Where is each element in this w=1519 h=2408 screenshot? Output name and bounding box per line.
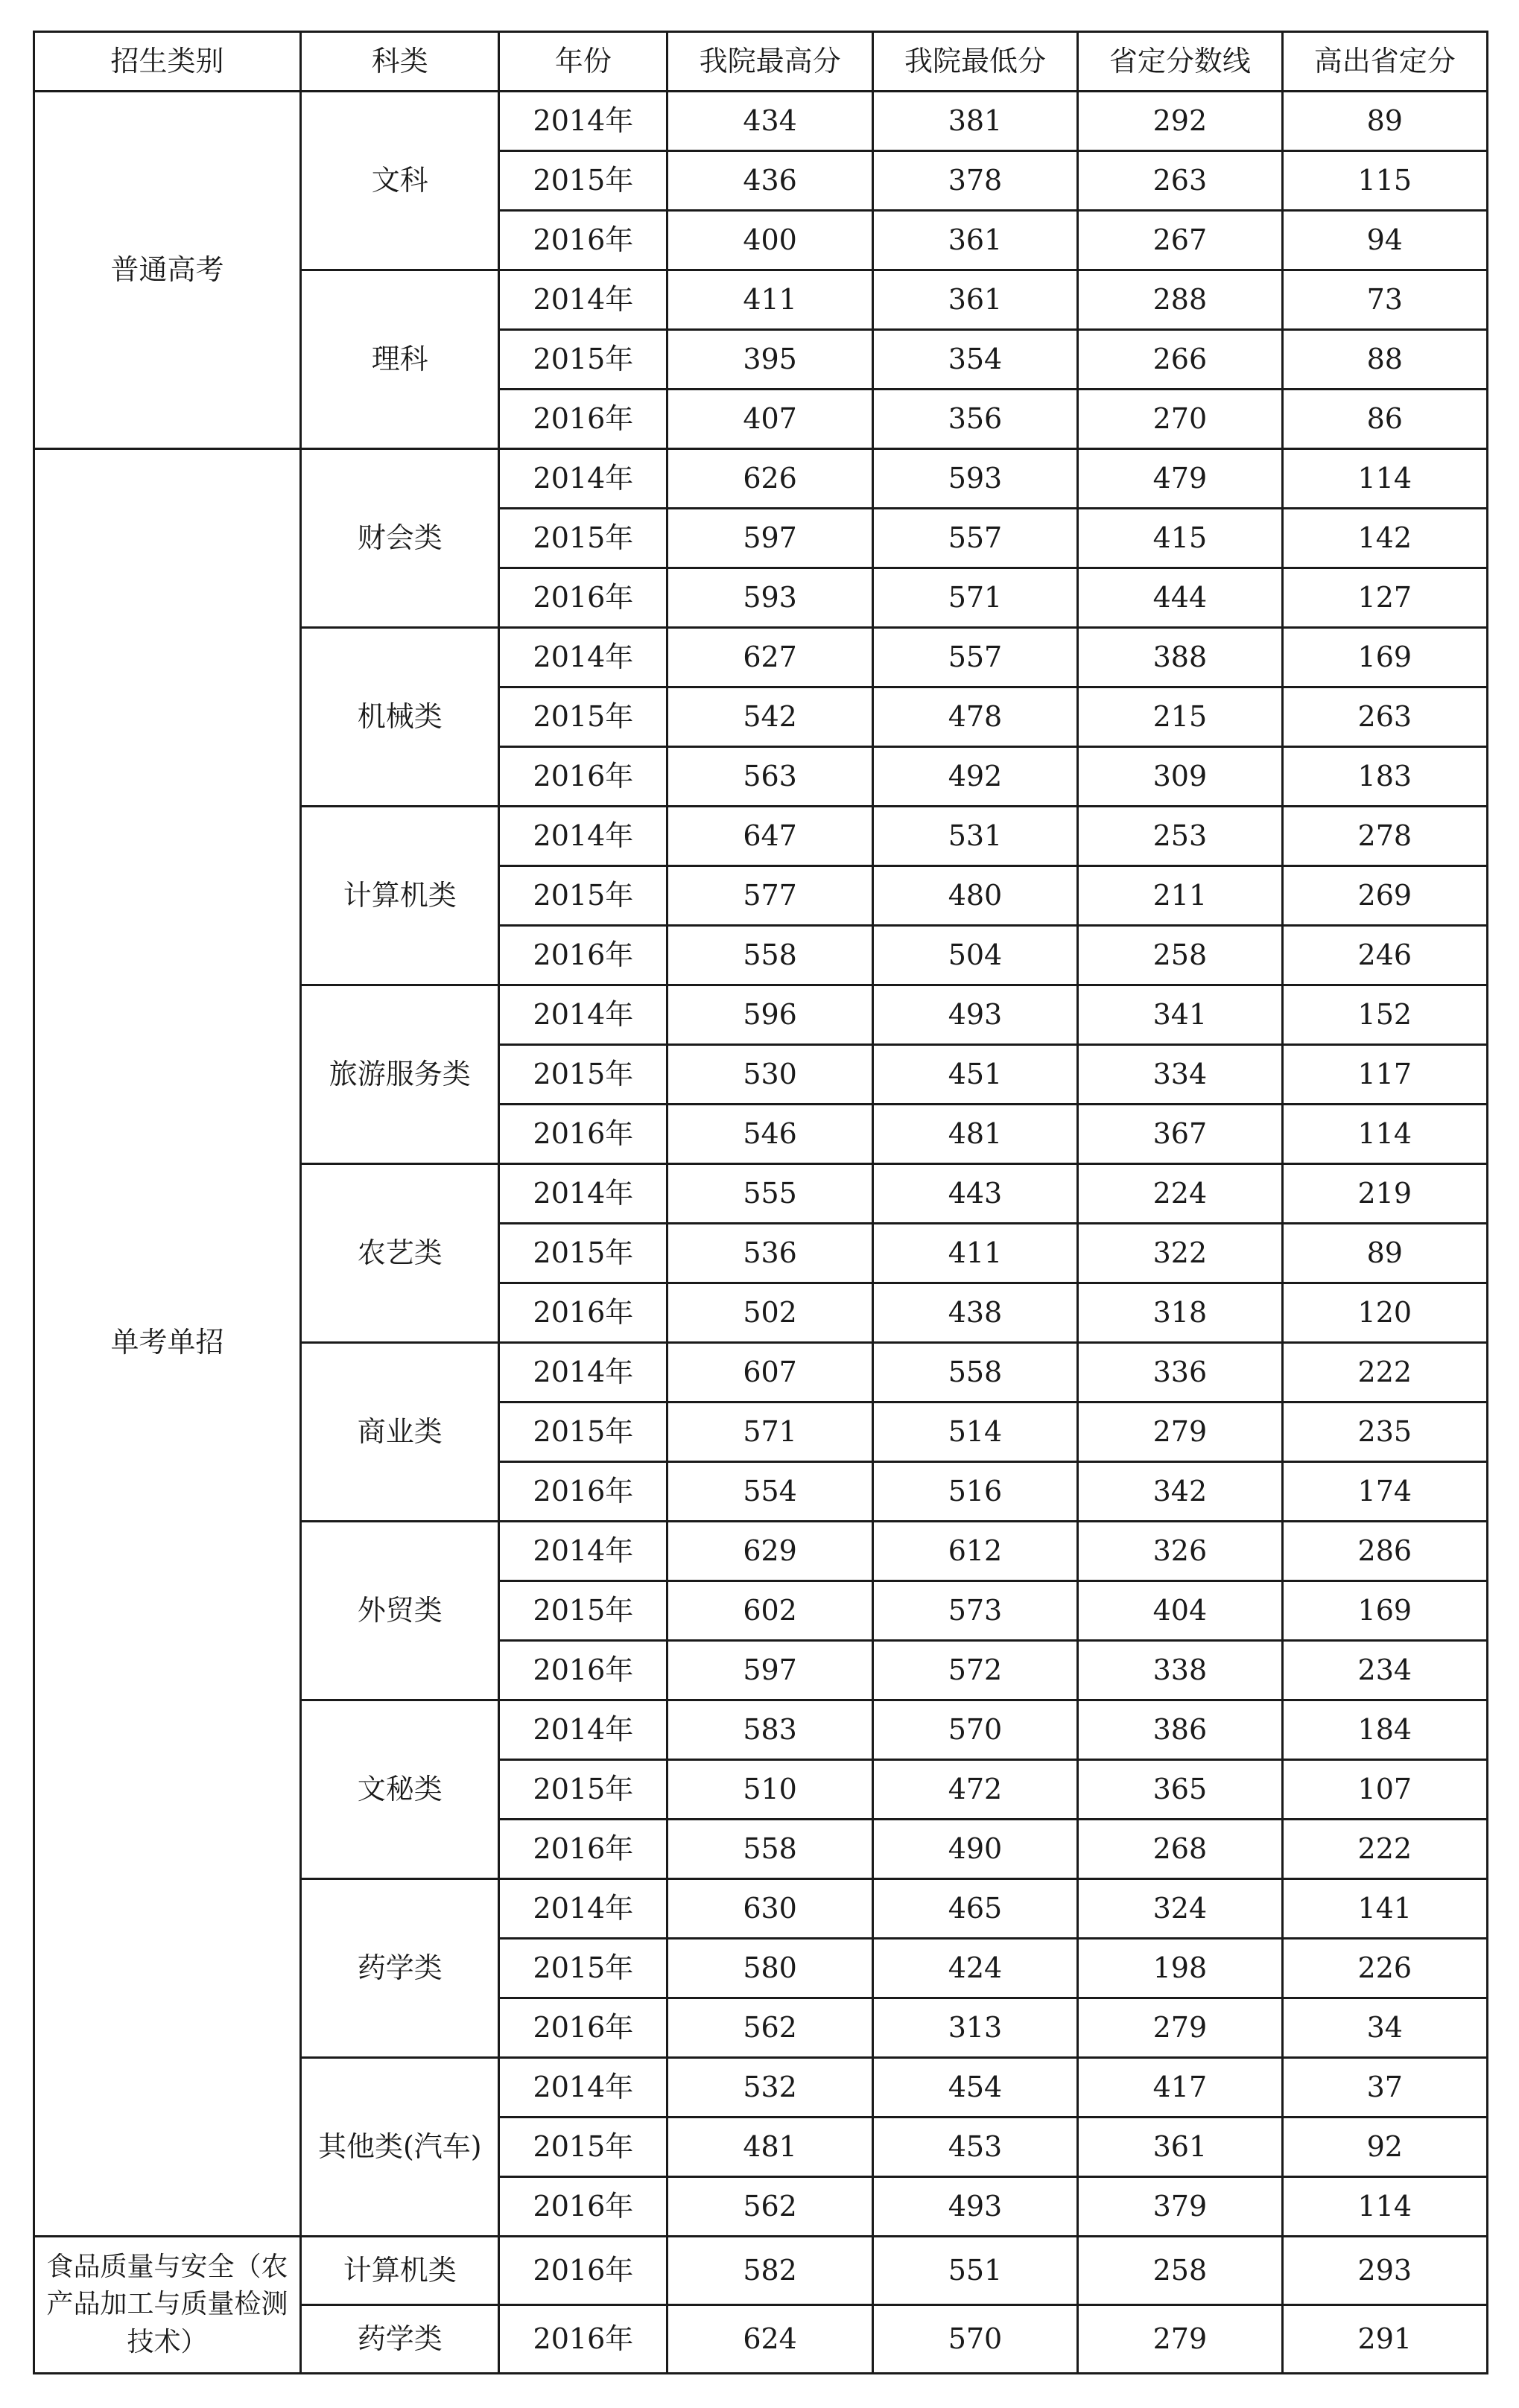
max-score-cell: 563 bbox=[667, 747, 872, 807]
min-score-cell: 493 bbox=[872, 985, 1077, 1045]
above-line-cell: 293 bbox=[1282, 2237, 1487, 2305]
subject-cell: 商业类 bbox=[301, 1343, 499, 1522]
above-line-cell: 94 bbox=[1282, 211, 1487, 270]
max-score-cell: 562 bbox=[667, 2177, 872, 2237]
max-score-cell: 624 bbox=[667, 2305, 872, 2374]
year-cell: 2015年 bbox=[499, 1045, 667, 1105]
provincial-line-cell: 258 bbox=[1078, 926, 1282, 985]
provincial-line-cell: 417 bbox=[1078, 2058, 1282, 2118]
min-score-cell: 492 bbox=[872, 747, 1077, 807]
min-score-cell: 480 bbox=[872, 866, 1077, 926]
year-cell: 2015年 bbox=[499, 1760, 667, 1820]
above-line-cell: 222 bbox=[1282, 1820, 1487, 1879]
category-cell: 普通高考 bbox=[34, 92, 301, 449]
provincial-line-cell: 279 bbox=[1078, 2305, 1282, 2374]
min-score-cell: 593 bbox=[872, 449, 1077, 509]
above-line-cell: 34 bbox=[1282, 1998, 1487, 2058]
above-line-cell: 114 bbox=[1282, 1105, 1487, 1164]
subject-cell: 药学类 bbox=[301, 2305, 499, 2374]
above-line-cell: 291 bbox=[1282, 2305, 1487, 2374]
max-score-cell: 411 bbox=[667, 270, 872, 330]
min-score-cell: 612 bbox=[872, 1522, 1077, 1581]
max-score-cell: 602 bbox=[667, 1581, 872, 1641]
max-score-cell: 436 bbox=[667, 151, 872, 211]
year-cell: 2015年 bbox=[499, 687, 667, 747]
min-score-cell: 571 bbox=[872, 568, 1077, 628]
max-score-cell: 629 bbox=[667, 1522, 872, 1581]
provincial-line-cell: 342 bbox=[1078, 1462, 1282, 1522]
provincial-line-cell: 444 bbox=[1078, 568, 1282, 628]
header-year: 年份 bbox=[499, 32, 667, 92]
max-score-cell: 510 bbox=[667, 1760, 872, 1820]
min-score-cell: 313 bbox=[872, 1998, 1077, 2058]
provincial-line-cell: 318 bbox=[1078, 1283, 1282, 1343]
min-score-cell: 490 bbox=[872, 1820, 1077, 1879]
year-cell: 2014年 bbox=[499, 2058, 667, 2118]
max-score-cell: 481 bbox=[667, 2118, 872, 2177]
admission-score-table bbox=[33, 31, 1488, 2374]
year-cell: 2016年 bbox=[499, 1462, 667, 1522]
provincial-line-cell: 379 bbox=[1078, 2177, 1282, 2237]
year-cell: 2016年 bbox=[499, 2305, 667, 2374]
table-body bbox=[34, 92, 1488, 2374]
above-line-cell: 235 bbox=[1282, 1402, 1487, 1462]
subject-cell: 旅游服务类 bbox=[301, 985, 499, 1164]
header-row bbox=[34, 32, 1488, 92]
max-score-cell: 593 bbox=[667, 568, 872, 628]
above-line-cell: 169 bbox=[1282, 628, 1487, 687]
year-cell: 2016年 bbox=[499, 1641, 667, 1700]
table-row bbox=[34, 449, 1488, 509]
provincial-line-cell: 361 bbox=[1078, 2118, 1282, 2177]
max-score-cell: 626 bbox=[667, 449, 872, 509]
header-min-score: 我院最低分 bbox=[872, 32, 1077, 92]
provincial-line-cell: 365 bbox=[1078, 1760, 1282, 1820]
above-line-cell: 88 bbox=[1282, 330, 1487, 390]
max-score-cell: 583 bbox=[667, 1700, 872, 1760]
provincial-line-cell: 338 bbox=[1078, 1641, 1282, 1700]
provincial-line-cell: 279 bbox=[1078, 1998, 1282, 2058]
max-score-cell: 558 bbox=[667, 926, 872, 985]
min-score-cell: 557 bbox=[872, 628, 1077, 687]
max-score-cell: 555 bbox=[667, 1164, 872, 1224]
min-score-cell: 438 bbox=[872, 1283, 1077, 1343]
subject-cell: 外贸类 bbox=[301, 1522, 499, 1700]
year-cell: 2015年 bbox=[499, 1939, 667, 1998]
year-cell: 2015年 bbox=[499, 866, 667, 926]
year-cell: 2016年 bbox=[499, 1998, 667, 2058]
table-row bbox=[34, 92, 1488, 151]
min-score-cell: 472 bbox=[872, 1760, 1077, 1820]
year-cell: 2015年 bbox=[499, 2118, 667, 2177]
max-score-cell: 582 bbox=[667, 2237, 872, 2305]
provincial-line-cell: 367 bbox=[1078, 1105, 1282, 1164]
year-cell: 2015年 bbox=[499, 1581, 667, 1641]
max-score-cell: 607 bbox=[667, 1343, 872, 1402]
max-score-cell: 546 bbox=[667, 1105, 872, 1164]
provincial-line-cell: 267 bbox=[1078, 211, 1282, 270]
min-score-cell: 356 bbox=[872, 390, 1077, 449]
provincial-line-cell: 224 bbox=[1078, 1164, 1282, 1224]
year-cell: 2015年 bbox=[499, 330, 667, 390]
min-score-cell: 361 bbox=[872, 211, 1077, 270]
above-line-cell: 89 bbox=[1282, 92, 1487, 151]
year-cell: 2014年 bbox=[499, 807, 667, 866]
max-score-cell: 577 bbox=[667, 866, 872, 926]
max-score-cell: 407 bbox=[667, 390, 872, 449]
provincial-line-cell: 263 bbox=[1078, 151, 1282, 211]
above-line-cell: 286 bbox=[1282, 1522, 1487, 1581]
subject-cell: 药学类 bbox=[301, 1879, 499, 2058]
year-cell: 2016年 bbox=[499, 747, 667, 807]
year-cell: 2015年 bbox=[499, 151, 667, 211]
subject-cell: 理科 bbox=[301, 270, 499, 449]
provincial-line-cell: 258 bbox=[1078, 2237, 1282, 2305]
subject-cell: 文科 bbox=[301, 92, 499, 270]
provincial-line-cell: 322 bbox=[1078, 1224, 1282, 1283]
max-score-cell: 597 bbox=[667, 1641, 872, 1700]
above-line-cell: 183 bbox=[1282, 747, 1487, 807]
above-line-cell: 107 bbox=[1282, 1760, 1487, 1820]
year-cell: 2015年 bbox=[499, 1224, 667, 1283]
year-cell: 2014年 bbox=[499, 449, 667, 509]
header-category: 招生类别 bbox=[34, 32, 301, 92]
provincial-line-cell: 253 bbox=[1078, 807, 1282, 866]
year-cell: 2016年 bbox=[499, 2177, 667, 2237]
min-score-cell: 424 bbox=[872, 1939, 1077, 1998]
above-line-cell: 86 bbox=[1282, 390, 1487, 449]
provincial-line-cell: 279 bbox=[1078, 1402, 1282, 1462]
max-score-cell: 530 bbox=[667, 1045, 872, 1105]
max-score-cell: 554 bbox=[667, 1462, 872, 1522]
subject-cell: 文秘类 bbox=[301, 1700, 499, 1879]
year-cell: 2016年 bbox=[499, 211, 667, 270]
max-score-cell: 542 bbox=[667, 687, 872, 747]
year-cell: 2014年 bbox=[499, 1700, 667, 1760]
min-score-cell: 551 bbox=[872, 2237, 1077, 2305]
above-line-cell: 152 bbox=[1282, 985, 1487, 1045]
min-score-cell: 514 bbox=[872, 1402, 1077, 1462]
above-line-cell: 219 bbox=[1282, 1164, 1487, 1224]
year-cell: 2016年 bbox=[499, 2237, 667, 2305]
min-score-cell: 570 bbox=[872, 1700, 1077, 1760]
header-subject: 科类 bbox=[301, 32, 499, 92]
subject-cell: 财会类 bbox=[301, 449, 499, 628]
max-score-cell: 562 bbox=[667, 1998, 872, 2058]
above-line-cell: 246 bbox=[1282, 926, 1487, 985]
year-cell: 2014年 bbox=[499, 1522, 667, 1581]
provincial-line-cell: 336 bbox=[1078, 1343, 1282, 1402]
year-cell: 2014年 bbox=[499, 1343, 667, 1402]
max-score-cell: 502 bbox=[667, 1283, 872, 1343]
provincial-line-cell: 326 bbox=[1078, 1522, 1282, 1581]
min-score-cell: 572 bbox=[872, 1641, 1077, 1700]
min-score-cell: 443 bbox=[872, 1164, 1077, 1224]
min-score-cell: 531 bbox=[872, 807, 1077, 866]
min-score-cell: 354 bbox=[872, 330, 1077, 390]
provincial-line-cell: 334 bbox=[1078, 1045, 1282, 1105]
provincial-line-cell: 215 bbox=[1078, 687, 1282, 747]
min-score-cell: 516 bbox=[872, 1462, 1077, 1522]
subject-cell: 计算机类 bbox=[301, 2237, 499, 2305]
max-score-cell: 558 bbox=[667, 1820, 872, 1879]
year-cell: 2014年 bbox=[499, 628, 667, 687]
header-above-line: 高出省定分 bbox=[1282, 32, 1487, 92]
provincial-line-cell: 388 bbox=[1078, 628, 1282, 687]
max-score-cell: 400 bbox=[667, 211, 872, 270]
min-score-cell: 573 bbox=[872, 1581, 1077, 1641]
max-score-cell: 630 bbox=[667, 1879, 872, 1939]
year-cell: 2014年 bbox=[499, 985, 667, 1045]
max-score-cell: 532 bbox=[667, 2058, 872, 2118]
provincial-line-cell: 270 bbox=[1078, 390, 1282, 449]
min-score-cell: 454 bbox=[872, 2058, 1077, 2118]
table-row bbox=[34, 2237, 1488, 2305]
min-score-cell: 504 bbox=[872, 926, 1077, 985]
max-score-cell: 627 bbox=[667, 628, 872, 687]
min-score-cell: 451 bbox=[872, 1045, 1077, 1105]
provincial-line-cell: 404 bbox=[1078, 1581, 1282, 1641]
above-line-cell: 278 bbox=[1282, 807, 1487, 866]
above-line-cell: 89 bbox=[1282, 1224, 1487, 1283]
provincial-line-cell: 479 bbox=[1078, 449, 1282, 509]
above-line-cell: 174 bbox=[1282, 1462, 1487, 1522]
above-line-cell: 120 bbox=[1282, 1283, 1487, 1343]
subject-cell: 计算机类 bbox=[301, 807, 499, 985]
above-line-cell: 114 bbox=[1282, 2177, 1487, 2237]
header-provincial-line: 省定分数线 bbox=[1078, 32, 1282, 92]
min-score-cell: 453 bbox=[872, 2118, 1077, 2177]
max-score-cell: 571 bbox=[667, 1402, 872, 1462]
provincial-line-cell: 292 bbox=[1078, 92, 1282, 151]
above-line-cell: 169 bbox=[1282, 1581, 1487, 1641]
header-max-score: 我院最高分 bbox=[667, 32, 872, 92]
min-score-cell: 557 bbox=[872, 509, 1077, 568]
provincial-line-cell: 386 bbox=[1078, 1700, 1282, 1760]
max-score-cell: 647 bbox=[667, 807, 872, 866]
above-line-cell: 127 bbox=[1282, 568, 1487, 628]
above-line-cell: 92 bbox=[1282, 2118, 1487, 2177]
category-cell: 单考单招 bbox=[34, 449, 301, 2237]
min-score-cell: 465 bbox=[872, 1879, 1077, 1939]
above-line-cell: 234 bbox=[1282, 1641, 1487, 1700]
year-cell: 2014年 bbox=[499, 1879, 667, 1939]
above-line-cell: 142 bbox=[1282, 509, 1487, 568]
subject-cell: 农艺类 bbox=[301, 1164, 499, 1343]
provincial-line-cell: 288 bbox=[1078, 270, 1282, 330]
above-line-cell: 269 bbox=[1282, 866, 1487, 926]
max-score-cell: 395 bbox=[667, 330, 872, 390]
above-line-cell: 115 bbox=[1282, 151, 1487, 211]
year-cell: 2016年 bbox=[499, 1105, 667, 1164]
provincial-line-cell: 211 bbox=[1078, 866, 1282, 926]
provincial-line-cell: 415 bbox=[1078, 509, 1282, 568]
provincial-line-cell: 198 bbox=[1078, 1939, 1282, 1998]
provincial-line-cell: 309 bbox=[1078, 747, 1282, 807]
subject-cell: 机械类 bbox=[301, 628, 499, 807]
above-line-cell: 73 bbox=[1282, 270, 1487, 330]
min-score-cell: 558 bbox=[872, 1343, 1077, 1402]
above-line-cell: 37 bbox=[1282, 2058, 1487, 2118]
above-line-cell: 184 bbox=[1282, 1700, 1487, 1760]
year-cell: 2015年 bbox=[499, 509, 667, 568]
max-score-cell: 536 bbox=[667, 1224, 872, 1283]
above-line-cell: 263 bbox=[1282, 687, 1487, 747]
min-score-cell: 481 bbox=[872, 1105, 1077, 1164]
year-cell: 2016年 bbox=[499, 926, 667, 985]
min-score-cell: 411 bbox=[872, 1224, 1077, 1283]
year-cell: 2014年 bbox=[499, 270, 667, 330]
provincial-line-cell: 268 bbox=[1078, 1820, 1282, 1879]
min-score-cell: 381 bbox=[872, 92, 1077, 151]
min-score-cell: 570 bbox=[872, 2305, 1077, 2374]
above-line-cell: 226 bbox=[1282, 1939, 1487, 1998]
max-score-cell: 434 bbox=[667, 92, 872, 151]
provincial-line-cell: 324 bbox=[1078, 1879, 1282, 1939]
subject-cell: 其他类(汽车) bbox=[301, 2058, 499, 2237]
above-line-cell: 141 bbox=[1282, 1879, 1487, 1939]
max-score-cell: 596 bbox=[667, 985, 872, 1045]
min-score-cell: 478 bbox=[872, 687, 1077, 747]
year-cell: 2016年 bbox=[499, 568, 667, 628]
above-line-cell: 114 bbox=[1282, 449, 1487, 509]
year-cell: 2015年 bbox=[499, 1402, 667, 1462]
min-score-cell: 361 bbox=[872, 270, 1077, 330]
max-score-cell: 597 bbox=[667, 509, 872, 568]
provincial-line-cell: 266 bbox=[1078, 330, 1282, 390]
above-line-cell: 222 bbox=[1282, 1343, 1487, 1402]
max-score-cell: 580 bbox=[667, 1939, 872, 1998]
min-score-cell: 378 bbox=[872, 151, 1077, 211]
provincial-line-cell: 341 bbox=[1078, 985, 1282, 1045]
above-line-cell: 117 bbox=[1282, 1045, 1487, 1105]
year-cell: 2014年 bbox=[499, 1164, 667, 1224]
category-cell: 食品质量与安全（农产品加工与质量检测技术） bbox=[34, 2237, 301, 2374]
min-score-cell: 493 bbox=[872, 2177, 1077, 2237]
year-cell: 2016年 bbox=[499, 1820, 667, 1879]
year-cell: 2014年 bbox=[499, 92, 667, 151]
year-cell: 2016年 bbox=[499, 390, 667, 449]
year-cell: 2016年 bbox=[499, 1283, 667, 1343]
